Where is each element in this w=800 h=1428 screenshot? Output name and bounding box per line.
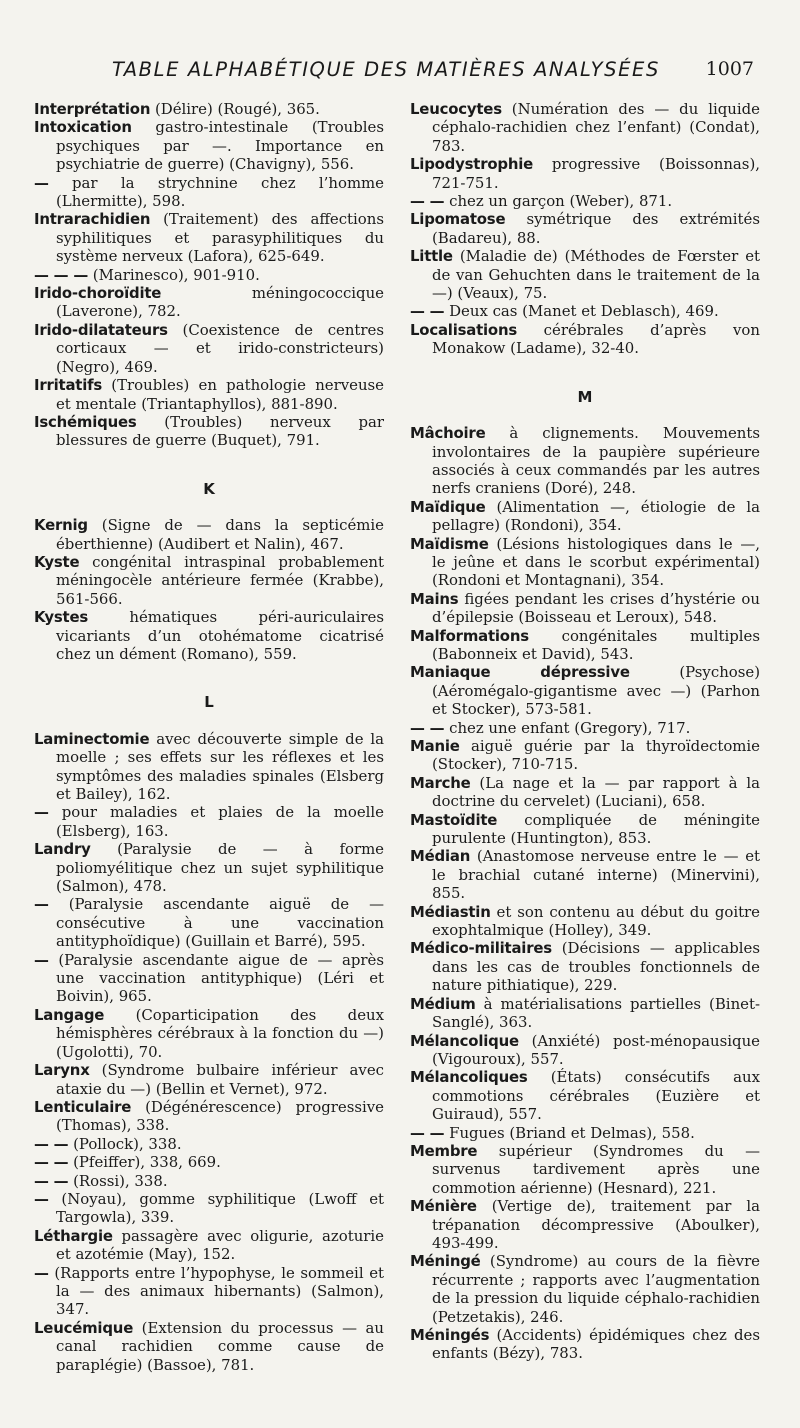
- index-entry: [410, 247, 760, 302]
- entry-heading: Médiastin: [410, 902, 491, 921]
- entry-text: (Syndrome bulbaire inférieur avec ataxie du —) (Bellin et Vernet), 972.: [56, 1061, 384, 1098]
- entry-text: (Troubles) en pathologie nerveuse et mentale (Triantaphyllos), 881-890.: [56, 376, 384, 413]
- entry-heading: —: [34, 950, 49, 969]
- entry-text: (Psychose) (Aéromégalo-gigantisme avec —) (Parhon et Stocker), 573-581.: [432, 663, 761, 719]
- entries-i: [34, 100, 384, 450]
- entries-m: [410, 424, 760, 1363]
- entry-heading: Mélancoliques: [410, 1068, 528, 1087]
- index-entry: [34, 376, 384, 413]
- entry-heading: Ischémiques: [34, 412, 137, 431]
- index-entry: [34, 1098, 384, 1135]
- entry-heading: Marche: [410, 773, 471, 792]
- index-entry: [34, 321, 384, 376]
- entry-text: méningococcique (Laverone), 782.: [56, 284, 384, 321]
- entry-heading: Irido-dilatateurs: [34, 320, 168, 339]
- entry-heading: Irido-choroïdite: [34, 284, 162, 303]
- entry-text: (Signe de — dans la septicémie éberthienne) (Audibert et Nalin), 467.: [56, 516, 384, 553]
- entry-text: (Pollock), 338.: [68, 1134, 182, 1153]
- entry-heading: —: [34, 895, 49, 914]
- entry-heading: Lipomatose: [410, 210, 506, 229]
- index-entry: [34, 1190, 384, 1227]
- entry-text: aiguë guérie par la thyroïdectomie (Stocker), 710-715.: [432, 737, 760, 774]
- entry-heading: —: [34, 1189, 49, 1208]
- index-entry: [34, 608, 384, 663]
- entries-l: [34, 730, 384, 1374]
- entry-text: cérébrales d’après von Monakow (Ladame), 32-40.: [432, 320, 760, 358]
- entry-heading: Ménière: [410, 1197, 477, 1216]
- entry-heading: — —: [410, 302, 445, 321]
- entry-text: (Marinesco), 901-910.: [88, 265, 260, 284]
- entry-text: avec découverte simple de la moelle ; ses effets sur les réflexes et les symptômes des maladies spinales (Elsberg et Bailey), 162.: [56, 729, 384, 803]
- index-entry: [410, 1326, 760, 1363]
- entry-text: (Coparticipation des deux hémisphères cérébraux à la fonction du —) (Ugolotti), 70.: [56, 1005, 384, 1061]
- entries-l-continued: [410, 100, 760, 358]
- entry-heading: Kystes: [34, 608, 89, 627]
- entry-heading: — — —: [34, 265, 89, 284]
- entry-heading: Landry: [34, 840, 91, 859]
- entry-text: progressive (Boissonnas), 721-751.: [432, 155, 760, 192]
- index-entry: [34, 1264, 384, 1319]
- index-entry: [410, 1197, 760, 1252]
- index-entry: [34, 413, 384, 450]
- entry-heading: Kyste: [34, 552, 80, 571]
- index-entry: [34, 1135, 384, 1153]
- entry-text: à matérialisations partielles (Binet-Sanglé), 363.: [432, 994, 760, 1032]
- entry-heading: Larynx: [34, 1061, 90, 1080]
- index-entry: [34, 1006, 384, 1061]
- entry-text: congénital intraspinal probablement méningocèle antérieure fermée (Krabbe), 561-566.: [56, 552, 384, 608]
- index-entry: [410, 939, 760, 994]
- index-entry: [410, 302, 760, 320]
- section-heading-m: M: [577, 387, 593, 406]
- entry-text: (La nage et la — par rapport à la doctrine du cervelet) (Luciani), 658.: [432, 773, 760, 811]
- entry-heading: Lipodystrophie: [410, 155, 534, 174]
- entry-text: (Rapports entre l’hypophyse, le sommeil et la — des animaux hibernants) (Salmon), 347.: [48, 1263, 384, 1319]
- entry-text: chez un garçon (Weber), 871.: [444, 192, 673, 211]
- index-entry: [410, 663, 760, 718]
- entry-heading: Léthargie: [34, 1226, 113, 1245]
- entry-heading: Mélancolique: [410, 1031, 519, 1050]
- section-heading-k: K: [203, 479, 215, 498]
- entry-heading: Médico-militaires: [410, 939, 552, 958]
- entry-heading: —: [34, 803, 49, 822]
- index-entry: [410, 847, 760, 902]
- entry-text: (Lésions histologiques dans le —, le jeûne et dans le scorbut expérimental) (Rondoni et Montagnani), 354.: [432, 534, 760, 590]
- entry-text: passagère avec oligurie, azoturie et azotémie (May), 152.: [56, 1226, 384, 1264]
- entry-text: (Rossi), 338.: [68, 1171, 168, 1190]
- right-column: [410, 100, 760, 1363]
- index-entry: [410, 192, 760, 210]
- entry-text: (Paralysie ascendante aigue de — après une vaccination antityphique) (Léri et Boivin), 965.: [48, 950, 384, 1006]
- entry-text: supérieur (Syndromes du — survenus tardivement après une commotion aérienne) (Hesnard), 221.: [432, 1141, 760, 1197]
- index-entry: [410, 1142, 760, 1197]
- entry-text: pour maladies et plaies de la moelle (Elsberg), 163.: [48, 803, 384, 840]
- index-entry: [34, 100, 384, 118]
- entry-text: (Pfeiffer), 338, 669.: [68, 1153, 221, 1172]
- index-entry: [410, 424, 760, 498]
- entry-heading: Langage: [34, 1005, 105, 1024]
- entry-text: (Accidents) épidémiques chez des enfants (Bézy), 783.: [432, 1326, 760, 1363]
- index-entry: [410, 811, 760, 848]
- index-entry: [34, 951, 384, 1006]
- index-entry: [410, 155, 760, 192]
- entry-heading: — —: [410, 718, 445, 737]
- page-title: TABLE ALPHABÉTIQUE DES MATIÈRES ANALYSÉES: [112, 58, 660, 81]
- entry-heading: Mastoïdite: [410, 810, 498, 829]
- entry-text: (Décisions — applicables dans les cas de troubles fonctionnels de nature pithiatique), 229.: [432, 939, 760, 995]
- entry-text: (Maladie de) (Méthodes de Fœrster et de van Gehuchten dans le traitement de la —) (Veaux), 75.: [432, 247, 760, 303]
- index-entry: [410, 737, 760, 774]
- entry-text: figées pendant les crises d’hystérie ou d’épilepsie (Boisseau et Leroux), 548.: [432, 589, 760, 627]
- entry-text: (Numération des — du liquide céphalo-rachidien chez l’enfant) (Condat), 783.: [432, 100, 760, 155]
- section-heading-l: L: [204, 693, 214, 712]
- entry-heading: Little: [410, 247, 453, 266]
- entry-heading: Irritatifs: [34, 376, 103, 395]
- entry-text: hématiques péri-auriculaires vicariants d’un otohématome cicatrisé chez un dément (Romano), 559.: [56, 608, 384, 663]
- entry-text: compliquée de méningite purulente (Huntington), 853.: [432, 810, 760, 848]
- entry-text: et son contenu au début du goitre exophtalmique (Holley), 349.: [432, 902, 760, 940]
- entry-text: (Vertige de), traitement par la trépanation décompressive (Aboulker), 493-499.: [432, 1197, 760, 1252]
- index-entry: [34, 174, 384, 211]
- index-entry: [410, 210, 760, 247]
- index-entry: [410, 627, 760, 664]
- entry-heading: Mains: [410, 589, 459, 608]
- index-entry: [410, 100, 760, 155]
- index-entry: [34, 1061, 384, 1098]
- index-entry: [34, 1227, 384, 1264]
- index-entry: [34, 730, 384, 804]
- entry-heading: Malformations: [410, 626, 529, 645]
- entry-text: (Paralysie de — à forme poliomyélitique chez un sujet syphilitique (Salmon), 478.: [56, 840, 384, 896]
- entry-text: (Noyau), gomme syphilitique (Lwoff et Targowla), 339.: [48, 1189, 384, 1227]
- index-entry: [410, 903, 760, 940]
- entry-text: (Syndrome) au cours de la fièvre récurrente ; rapports avec l’augmentation de la pression du liquide céphalo-rachidien (Petzetakis), 246.: [432, 1252, 760, 1326]
- entry-heading: Médium: [410, 994, 476, 1013]
- index-entry: [410, 1032, 760, 1069]
- entry-heading: — —: [410, 192, 445, 211]
- index-entry: [410, 1252, 760, 1326]
- index-entry: [34, 516, 384, 553]
- entry-heading: Kernig: [34, 516, 88, 535]
- index-entry: [410, 590, 760, 627]
- entry-heading: Maïdisme: [410, 534, 489, 553]
- index-entry: [34, 118, 384, 173]
- entry-text: symétrique des extrémités (Badareu), 88.: [432, 210, 760, 247]
- entry-text: par la strychnine chez l’homme (Lhermitte), 598.: [48, 173, 384, 211]
- index-entry: [34, 210, 384, 265]
- index-entry: [410, 774, 760, 811]
- running-header: [0, 58, 800, 90]
- left-column: [34, 100, 384, 1374]
- entry-heading: Médian: [410, 847, 471, 866]
- index-entry: [410, 535, 760, 590]
- entry-text: (Alimentation —, étiologie de la pellagre) (Rondoni), 354.: [432, 497, 760, 535]
- index-entry: [410, 719, 760, 737]
- entry-heading: — —: [34, 1153, 69, 1172]
- entry-text: chez une enfant (Gregory), 717.: [444, 718, 691, 737]
- entry-text: (Traitement) des affections syphilitiques et parasyphilitiques du système nerveux (Lafora), 625-649.: [56, 210, 384, 266]
- entry-text: congénitales multiples (Babonneix et David), 543.: [432, 626, 760, 663]
- entry-text: (Paralysie ascendante aiguë de — consécutive à une vaccination antityphoïdique) (Guillain et Barré), 595.: [48, 895, 384, 951]
- index-entry: [410, 321, 760, 358]
- entry-text: (États) consécutifs aux commotions cérébrales (Euzière et Guiraud), 557.: [432, 1068, 760, 1124]
- entry-heading: Leucémique: [34, 1318, 134, 1337]
- entry-text: (Anxiété) post-ménopausique (Vigouroux), 557.: [432, 1031, 760, 1068]
- entry-heading: Membre: [410, 1141, 478, 1160]
- index-entry: [410, 1068, 760, 1123]
- entry-text: Fugues (Briand et Delmas), 558.: [444, 1123, 695, 1142]
- entry-text: gastro-intestinale (Troubles psychiques par —. Importance en psychiatrie de guerre) (Chavigny), 556.: [56, 118, 384, 174]
- page-number: 1007: [705, 58, 754, 80]
- entry-heading: Leucocytes: [410, 100, 502, 118]
- entry-heading: — —: [410, 1123, 445, 1142]
- entries-k: [34, 516, 384, 663]
- entry-heading: — —: [34, 1134, 69, 1153]
- entry-text: (Dégénérescence) progressive (Thomas), 338.: [56, 1097, 384, 1135]
- index-entry: [34, 1172, 384, 1190]
- entry-heading: Maïdique: [410, 497, 486, 516]
- entry-heading: —: [34, 1263, 49, 1282]
- index-entry: [34, 266, 384, 284]
- entry-text: (Extension du processus — au canal rachidien comme cause de paraplégie) (Bassoe), 781.: [56, 1318, 384, 1374]
- index-entry: [34, 895, 384, 950]
- entry-heading: Maniaque dépressive: [410, 663, 630, 682]
- entry-text: à clignements. Mouvements involontaires de la paupière supérieure associés à ceux commandés par les autres nerfs craniens (Doré), 248.: [432, 424, 760, 498]
- index-entry: [410, 498, 760, 535]
- index-entry: [410, 1124, 760, 1142]
- index-entry: [34, 553, 384, 608]
- entry-heading: Mâchoire: [410, 424, 486, 443]
- index-entry: [34, 1319, 384, 1374]
- entry-heading: —: [34, 173, 49, 192]
- entry-heading: — —: [34, 1171, 69, 1190]
- entry-heading: Méningé: [410, 1252, 481, 1271]
- index-entry: [34, 840, 384, 895]
- entry-heading: Méningés: [410, 1326, 490, 1344]
- entry-heading: Intoxication: [34, 118, 132, 137]
- entry-text: (Troubles) nerveux par blessures de guerre (Buquet), 791.: [56, 412, 384, 450]
- entry-text: Deux cas (Manet et Deblasch), 469.: [444, 302, 719, 321]
- index-entry: [34, 803, 384, 840]
- entry-heading: Localisations: [410, 320, 518, 339]
- index-entry: [34, 1153, 384, 1171]
- index-entry: [34, 284, 384, 321]
- entry-text: (Anastomose nerveuse entre le — et le brachial cutané interne) (Minervini), 855.: [432, 847, 760, 903]
- entry-text: (Coexistence de centres corticaux — et irido-constricteurs) (Negro), 469.: [56, 320, 384, 376]
- entry-text: (Délire) (Rougé), 365.: [150, 100, 320, 118]
- entry-heading: Laminectomie: [34, 729, 150, 748]
- entry-heading: Intrarachidien: [34, 210, 151, 229]
- entry-heading: Lenticulaire: [34, 1097, 132, 1116]
- entry-heading: Interprétation: [34, 100, 151, 118]
- entry-heading: Manie: [410, 737, 460, 755]
- index-entry: [410, 995, 760, 1032]
